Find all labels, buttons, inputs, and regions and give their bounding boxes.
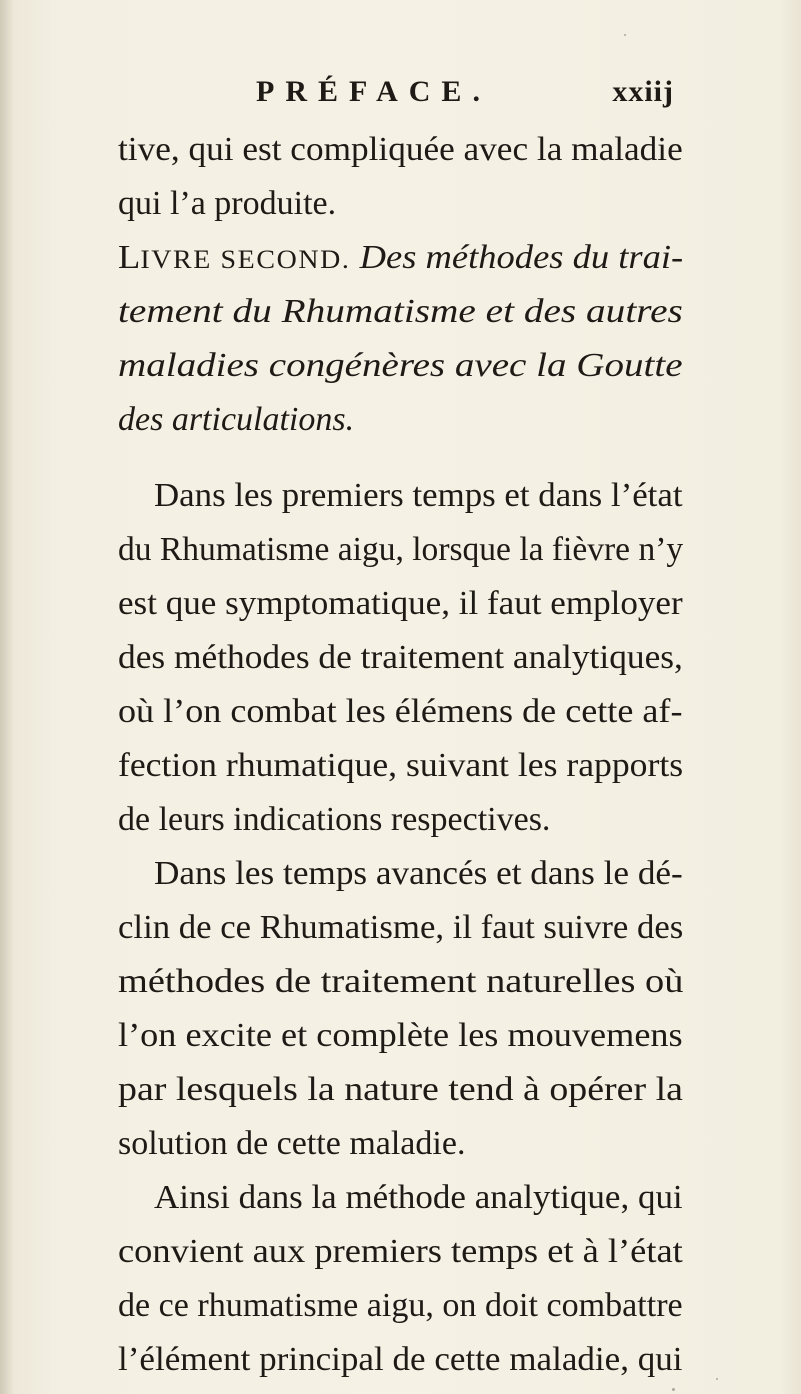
paper-speck — [716, 1378, 718, 1380]
paper-speck — [672, 1388, 675, 1391]
text-line: tement du Rhumatisme et des autres — [118, 293, 683, 330]
text-line: de leurs indications respectives. — [118, 801, 551, 838]
running-title: PRÉFACE. — [256, 75, 491, 108]
book-heading-small-caps: IVRE SECOND. — [140, 245, 351, 274]
book-heading — [118, 238, 683, 280]
text-line: solution de cette maladie. — [118, 1125, 466, 1162]
book-heading-initial: L — [118, 239, 141, 276]
text-line: convient aux premiers temps et à l’état — [118, 1233, 683, 1270]
paragraph-first-line: Ainsi dans la méthode analytique, qui — [154, 1179, 683, 1216]
text-line: clin de ce Rhumatisme, il faut suivre des — [118, 909, 684, 946]
text-line: maladies congénères avec la Goutte — [118, 347, 683, 384]
text-line: est que symptomatique, il faut employer — [118, 585, 683, 622]
book-heading-title: Des méthodes du trai- — [359, 239, 684, 276]
text-line: de ce rhumatisme aigu, on doit combattre — [118, 1287, 683, 1324]
text-line: du Rhumatisme aigu, lorsque la fièvre n’y — [118, 531, 684, 568]
text-line: par lesquels la nature tend à opérer la — [118, 1071, 683, 1108]
text-line: méthodes de traitement naturelles où — [118, 963, 684, 1000]
text-line: fection rhumatique, suivant les rapports — [118, 747, 684, 784]
text-line: où l’on combat les élémens de cette af- — [118, 693, 683, 730]
text-line: des méthodes de traitement analytiques, — [118, 639, 683, 676]
text-line: tive, qui est compliquée avec la maladie — [118, 131, 683, 168]
page-gutter-shadow — [0, 0, 14, 1394]
paragraph-first-line: Dans les temps avancés et dans le dé- — [154, 855, 683, 892]
text-line: l’élément principal de cette maladie, qui — [118, 1341, 683, 1378]
page-header — [256, 74, 686, 114]
paragraph-first-line: Dans les premiers temps et dans l’état — [154, 477, 683, 514]
text-line: l’on excite et complète les mouvemens — [118, 1017, 683, 1054]
text-line: qui l’a produite. — [118, 185, 337, 222]
paper-speck — [624, 34, 626, 36]
text-line: des articulations. — [118, 401, 355, 438]
page-number: xxiij — [612, 75, 674, 108]
